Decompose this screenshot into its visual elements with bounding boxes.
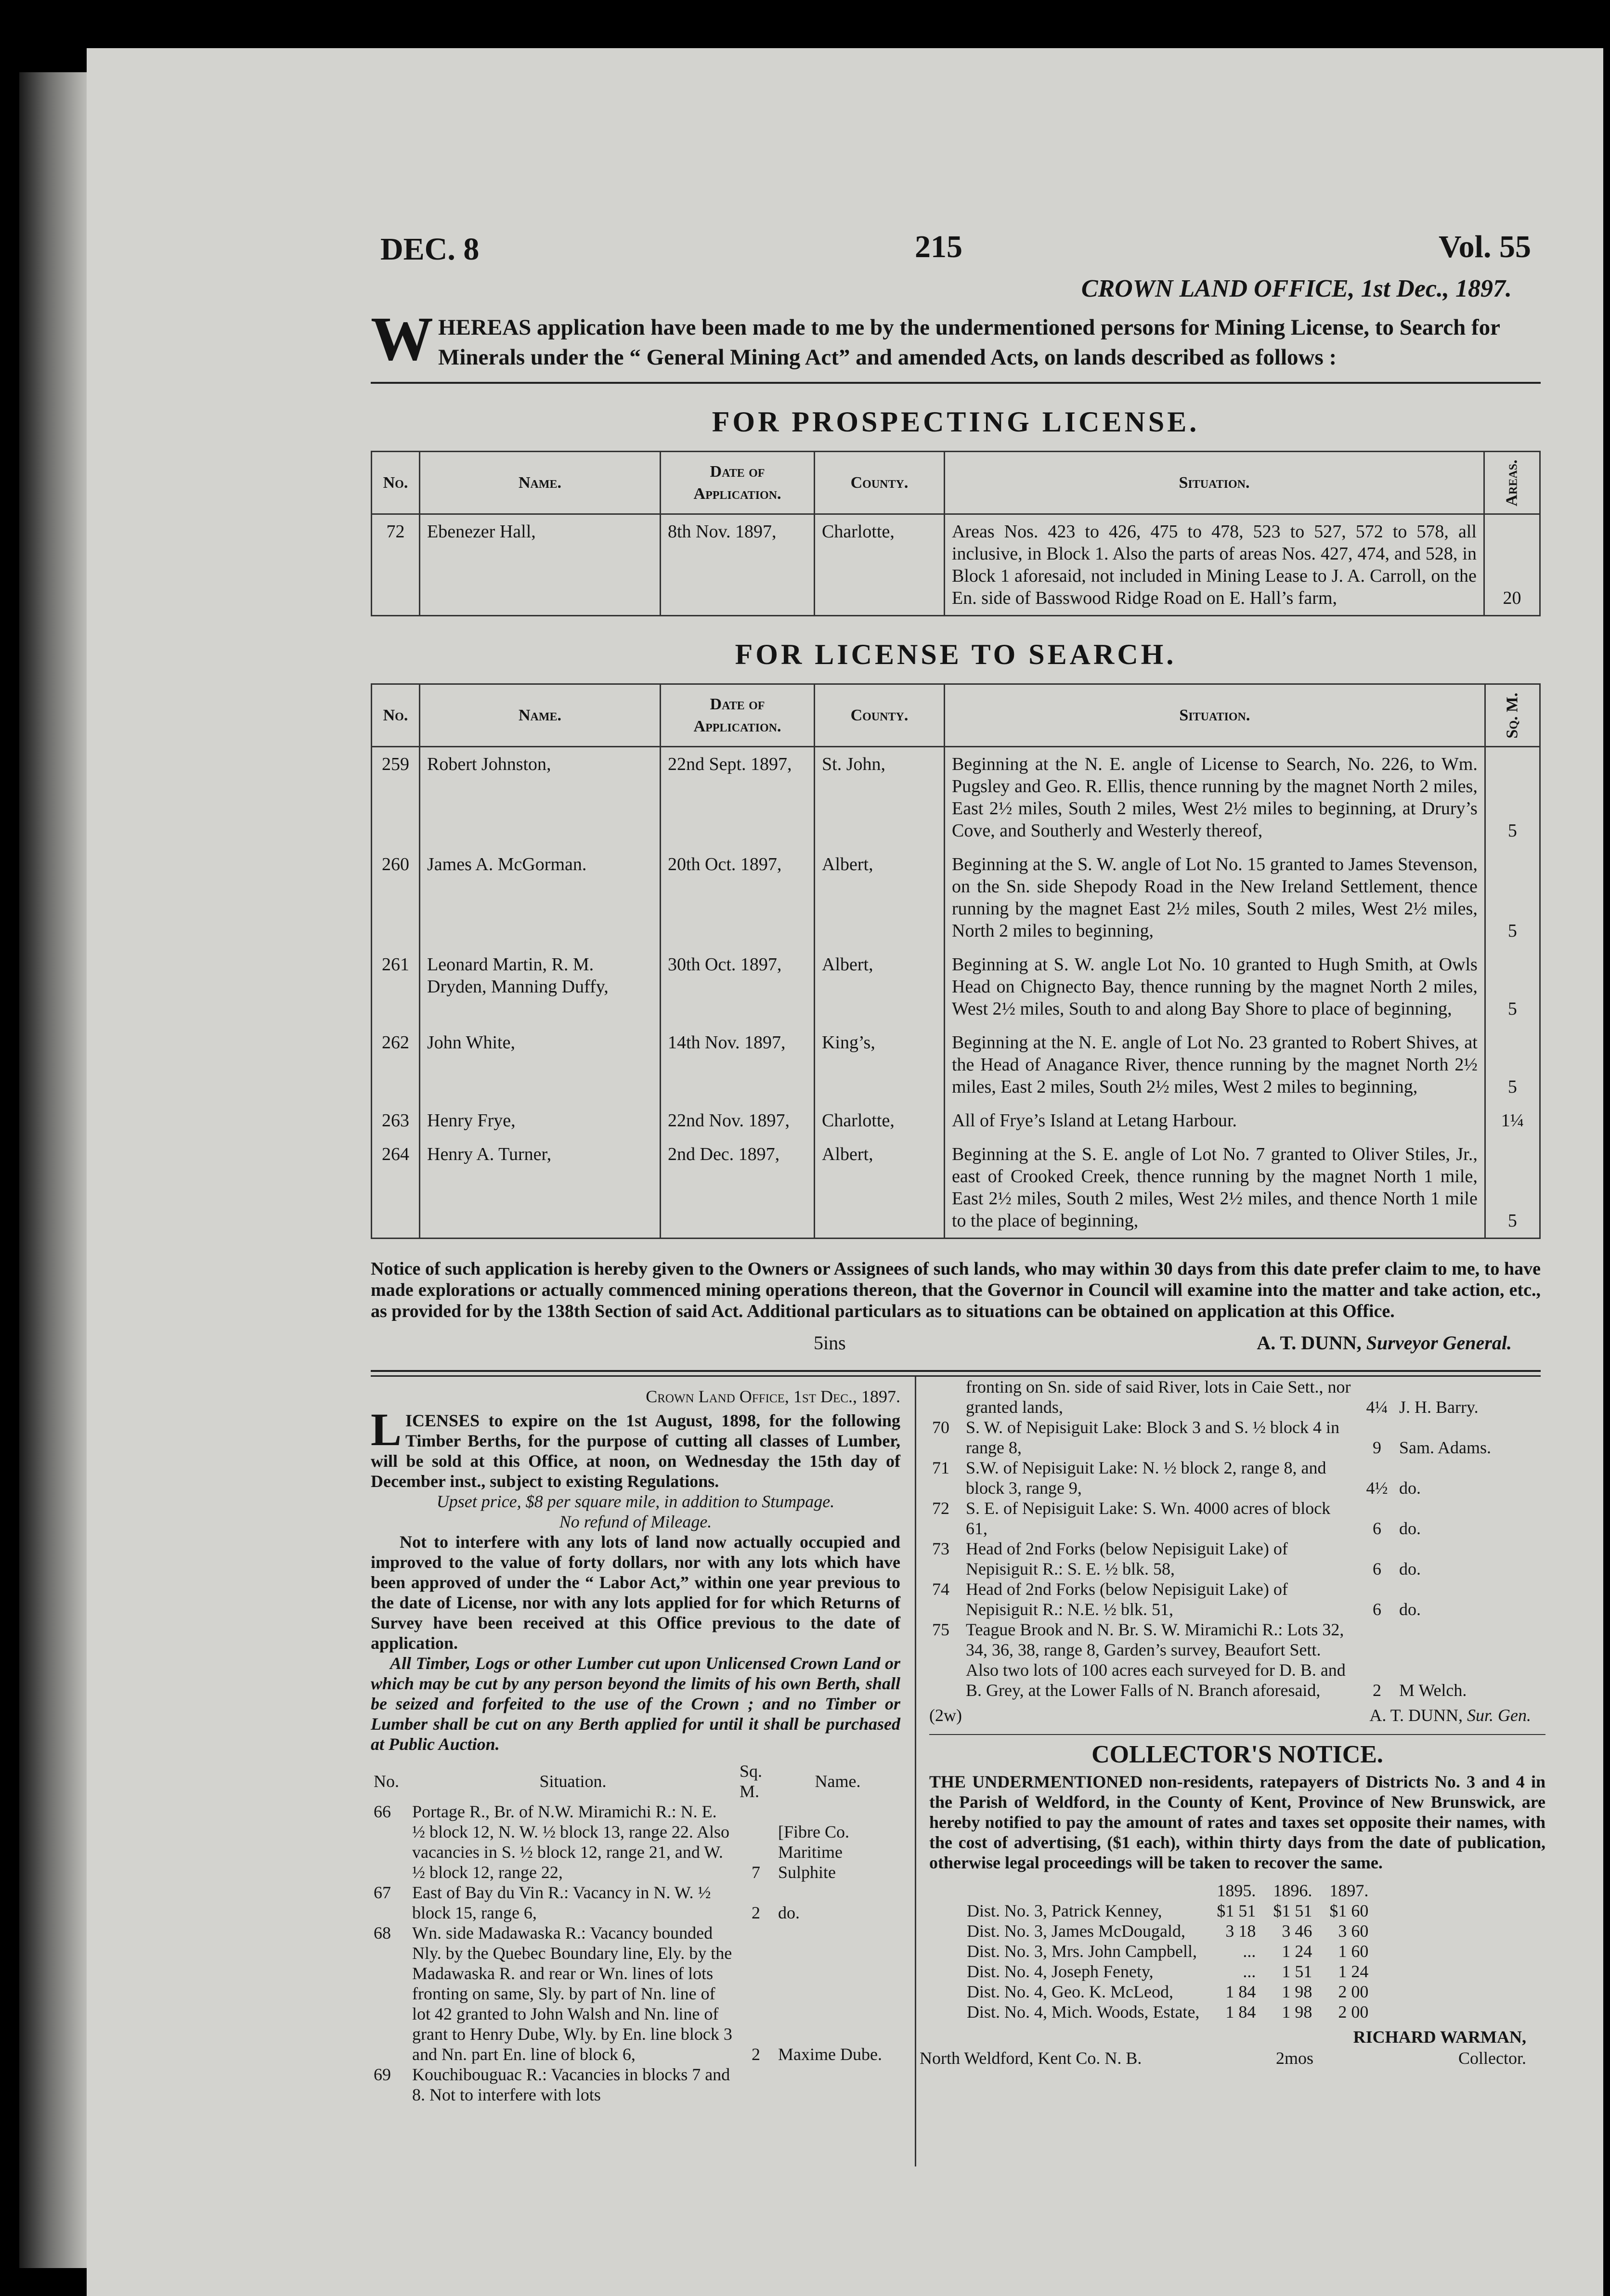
col-county: County. bbox=[815, 684, 945, 747]
berth-situation: Portage R., Br. of N.W. Miramichi R.: N. E. ½ block 12, N. W. ½ block 13, range 22. Also vacancies in S. ½ block 12, range 21, and W. ½ block 12, range 22, bbox=[412, 1802, 729, 1882]
table-row bbox=[371, 1923, 900, 2064]
signer-name: A. T. DUNN, bbox=[1369, 1706, 1463, 1725]
berth-situation: Wn. side Madawaska R.: Vacancy bounded Nly. by the Quebec Boundary line, Ely. by the Madawaska R. and rear or Wn. lines of lots fronting on same, Sly. by part of Nn. line of lot 42 granted to John Walsh and Nn. line of grant to Henry Dube, Wly. by En. line block 3 and Nn. part En. line of block 6, bbox=[412, 1923, 732, 2064]
volume-number: Vol. 55 bbox=[1439, 229, 1531, 264]
cell-sqm: 5 bbox=[1485, 1026, 1540, 1104]
cell-name: Leonard Martin, R. M. Dryden, Manning Duffy, bbox=[420, 948, 661, 1026]
col-date: Date of Application. bbox=[661, 684, 815, 747]
tax-1896: 1 24 bbox=[1282, 1942, 1312, 1961]
cell-sqm: 5 bbox=[1485, 948, 1540, 1026]
table-row bbox=[372, 1026, 1540, 1104]
whereas-paragraph bbox=[371, 304, 1541, 374]
tax-1895: $1 51 bbox=[1217, 1901, 1256, 1920]
tax-1896: $1 51 bbox=[1273, 1901, 1312, 1920]
berth-no: 67 bbox=[374, 1883, 391, 1902]
cell-date: 14th Nov. 1897, bbox=[661, 1026, 815, 1104]
table-row bbox=[372, 1104, 1540, 1137]
tax-name: Dist. No. 3, James McDougald, bbox=[967, 1921, 1185, 1941]
cell-county: Albert, bbox=[815, 1137, 945, 1239]
collector-title-text: Collector. bbox=[1458, 2048, 1526, 2068]
collector-place: North Weldford, Kent Co. N. B. bbox=[920, 2048, 1142, 2068]
licenses-signature bbox=[1369, 1705, 1531, 1725]
insertion-mark: (2w) bbox=[929, 1706, 962, 1725]
berth-col-name: Name. bbox=[815, 1772, 861, 1791]
col-situation: Situation. bbox=[945, 452, 1484, 514]
berth-name: [Fibre Co. Maritime Sulphite bbox=[778, 1822, 849, 1882]
berth-no bbox=[929, 1377, 963, 1417]
cell-date: 22nd Nov. 1897, bbox=[661, 1104, 815, 1137]
tax-name: Dist. No. 3, Mrs. John Campbell, bbox=[967, 1942, 1197, 1961]
two-column-section bbox=[371, 1377, 1545, 2244]
cell-name: Robert Johnston, bbox=[420, 747, 661, 848]
cell-date: 8th Nov. 1897, bbox=[661, 514, 815, 616]
cell-county: Albert, bbox=[815, 848, 945, 948]
tax-1896: 1 51 bbox=[1282, 1962, 1312, 1981]
search-title: FOR LICENSE TO SEARCH. bbox=[735, 639, 1177, 670]
table-row bbox=[372, 747, 1540, 848]
cell-date: 20th Oct. 1897, bbox=[661, 848, 815, 948]
issue-date: DEC. 8 bbox=[380, 232, 480, 267]
tax-1895: ... bbox=[1243, 1942, 1256, 1961]
signer-title: Surveyor General. bbox=[1366, 1332, 1512, 1354]
table-row bbox=[929, 1579, 1545, 1619]
col-no: No. bbox=[372, 684, 420, 747]
tax-1895: ... bbox=[1243, 1962, 1256, 1981]
berth-name: M Welch. bbox=[1399, 1681, 1467, 1700]
page-content bbox=[371, 183, 1545, 2244]
tax-col-1895: 1895. bbox=[1217, 1881, 1256, 1900]
berth-situation: fronting on Sn. side of said River, lots in Caie Sett., nor granted lands, bbox=[966, 1377, 1351, 1417]
cell-name: Henry Frye, bbox=[420, 1104, 661, 1137]
tax-1897: 1 24 bbox=[1338, 1962, 1369, 1981]
berth-name bbox=[775, 2064, 900, 2105]
page-header bbox=[371, 183, 1541, 267]
cell-date: 2nd Dec. 1897, bbox=[661, 1137, 815, 1239]
berth-name: do. bbox=[1399, 1478, 1421, 1498]
berth-no: 73 bbox=[932, 1539, 949, 1558]
double-rule bbox=[371, 1370, 1541, 1377]
tax-name: Dist. No. 4, Mich. Woods, Estate, bbox=[967, 2002, 1200, 2022]
berth-sqm: 6 bbox=[1373, 1600, 1381, 1619]
timber-warning: All Timber, Logs or other Lumber cut upon Unlicensed Crown Land or which may be cut by any person beyond the limits of his own Berth, shall be seized and forfeited to the use of the Crown ; and no Timber or Lumber shall be cut on any Berth applied for until it shall be purchased at Public Auction. bbox=[371, 1654, 900, 1754]
upset-price: Upset price, $8 per square mile, in addition to Stumpage. bbox=[436, 1492, 835, 1511]
insertion-mark: 5ins bbox=[814, 1332, 846, 1354]
berth-name: J. H. Barry. bbox=[1399, 1397, 1479, 1417]
cell-no: 259 bbox=[372, 747, 420, 848]
table-row bbox=[372, 948, 1540, 1026]
berth-sqm: 7 bbox=[752, 1863, 760, 1882]
berth-no: 70 bbox=[932, 1418, 949, 1437]
table-row bbox=[958, 1941, 1377, 1961]
cell-sqm: 1¼ bbox=[1485, 1104, 1540, 1137]
tax-1895: 3 18 bbox=[1225, 1921, 1256, 1941]
tax-1897: 1 60 bbox=[1338, 1942, 1369, 1961]
berth-sqm: 2 bbox=[1373, 1681, 1381, 1700]
cell-situation: Beginning at the N. E. angle of License to Search, No. 226, to Wm. Pugsley and Geo. R. Ellis, thence running by the magnet North 2 miles, East 2½ miles, South 2 miles, West 2½ miles to beginning, at Drury’s Cove, and Southerly and Westerly thereof, bbox=[945, 747, 1485, 848]
cell-county: Charlotte, bbox=[815, 1104, 945, 1137]
collector-name: RICHARD WARMAN, bbox=[1353, 2027, 1526, 2047]
table-row bbox=[958, 1921, 1377, 1941]
berth-situation: S. E. of Nepisiguit Lake: S. Wn. 4000 acres of block 61, bbox=[966, 1499, 1331, 1538]
col-areas: Areas. bbox=[1484, 452, 1540, 514]
cell-sqm: 5 bbox=[1485, 747, 1540, 848]
cell-situation: Areas Nos. 423 to 426, 475 to 478, 523 to 527, 572 to 578, all inclusive, in Block 1. Also the parts of areas Nos. 427, 474, and 528, in Block 1 aforesaid, not included in Mining Lease to J. A. Carroll, on the En. side of Basswood Ridge Road on E. Hall’s farm, bbox=[945, 514, 1484, 616]
notice-signature bbox=[1257, 1331, 1512, 1354]
berth-situation: Kouchibouguac R.: Vacancies in blocks 7 and 8. Not to interfere with lots bbox=[412, 2065, 730, 2104]
cell-name: John White, bbox=[420, 1026, 661, 1104]
tax-col-name bbox=[958, 1880, 1208, 1901]
table-row bbox=[372, 514, 1540, 616]
cell-date: 30th Oct. 1897, bbox=[661, 948, 815, 1026]
berth-name: do. bbox=[1399, 1600, 1421, 1619]
cell-situation: Beginning at the N. E. angle of Lot No. 23 granted to Robert Shives, at the Head of Anagance River, thence running by the magnet North 2½ miles, East 2 miles, South 2½ miles, West 2 miles to beginning, bbox=[945, 1026, 1485, 1104]
table-row bbox=[958, 1982, 1377, 2002]
berth-name: do. bbox=[1399, 1519, 1421, 1538]
berth-col-sqm: Sq. M. bbox=[740, 1761, 763, 1801]
col-date: Date of Application. bbox=[661, 452, 815, 514]
cell-name: James A. McGorman. bbox=[420, 848, 661, 948]
cell-situation: Beginning at S. W. angle Lot No. 10 granted to Hugh Smith, at Owls Head on Chignecto Bay, thence running by the magnet North 2 miles, West 2½ miles, South to and along Bay Shore to place of beginning, bbox=[945, 948, 1485, 1026]
page-number: 215 bbox=[915, 229, 962, 264]
berth-sqm: 2 bbox=[752, 1903, 760, 1922]
table-row bbox=[958, 1961, 1377, 1982]
col-name: Name. bbox=[420, 684, 661, 747]
berth-no: 69 bbox=[374, 2065, 391, 2084]
table-row bbox=[929, 1458, 1545, 1498]
col-name: Name. bbox=[420, 452, 661, 514]
tax-1896: 1 98 bbox=[1282, 2002, 1312, 2022]
col-sqm: Sq. M. bbox=[1485, 684, 1540, 747]
cell-no: 260 bbox=[372, 848, 420, 948]
berth-situation: Head of 2nd Forks (below Nepisiguit Lake) of Nepisiguit R.: N.E. ½ blk. 51, bbox=[966, 1579, 1288, 1619]
berth-sqm bbox=[737, 2064, 775, 2105]
berth-col-situation: Situation. bbox=[539, 1772, 607, 1791]
cell-county: King’s, bbox=[815, 1026, 945, 1104]
cell-county: Albert, bbox=[815, 948, 945, 1026]
page-edge-shadow bbox=[19, 72, 91, 2268]
tax-col-1896: 1896. bbox=[1273, 1881, 1312, 1900]
prospecting-title: FOR PROSPECTING LICENSE. bbox=[712, 406, 1200, 438]
table-row bbox=[371, 2064, 900, 2105]
tax-1897: 3 60 bbox=[1338, 1921, 1369, 1941]
cell-county: St. John, bbox=[815, 747, 945, 848]
tax-1897: 2 00 bbox=[1338, 2002, 1369, 2022]
berth-sqm: 6 bbox=[1373, 1519, 1381, 1538]
tax-1896: 1 98 bbox=[1282, 1982, 1312, 2001]
cell-sqm: 5 bbox=[1485, 848, 1540, 948]
timber-licenses-column bbox=[371, 1377, 900, 2105]
tax-1895: 1 84 bbox=[1225, 2002, 1256, 2022]
collector-text: THE UNDERMENTIONED non-residents, ratepayers of Districts No. 3 and 4 in the Parish of Weldford, in the County of Kent, Province of New Brunswick, are hereby notified to pay the amount of rates and taxes set opposite their names, with the cost of advertising, ($1 each), within thirty days from the date of publication, otherwise legal proceedings will be taken to recover the same. bbox=[929, 1772, 1545, 1872]
cell-county: Charlotte, bbox=[815, 514, 945, 616]
gazette-page bbox=[87, 48, 1603, 2296]
table-row bbox=[372, 848, 1540, 948]
table-row bbox=[929, 1377, 1545, 1417]
collector-signature bbox=[920, 2027, 1545, 2080]
cell-area: 20 bbox=[1484, 514, 1540, 616]
berth-sqm: 9 bbox=[1373, 1438, 1381, 1457]
right-column bbox=[920, 1377, 1545, 2080]
column-divider bbox=[915, 1377, 916, 2166]
table-row bbox=[929, 1539, 1545, 1579]
whereas-dropcap: W bbox=[371, 304, 433, 374]
tax-col-1897: 1897. bbox=[1329, 1881, 1369, 1900]
col-county: County. bbox=[815, 452, 945, 514]
tax-1896: 3 46 bbox=[1282, 1921, 1312, 1941]
table-row bbox=[371, 1801, 900, 1882]
berth-sqm: 2 bbox=[752, 2045, 760, 2064]
berth-name: Maxime Dube. bbox=[778, 2045, 882, 2064]
collector-title: COLLECTOR'S NOTICE. bbox=[1091, 1741, 1383, 1768]
cell-situation: Beginning at the S. W. angle of Lot No. 15 granted to James Stevenson, on the Sn. side Shepody Road in the New Ireland Settlement, thence running by the magnet East 2½ miles, South 2 miles, West 2½ miles, North 2 miles to beginning, bbox=[945, 848, 1485, 948]
tax-name: Dist. No. 4, Geo. K. McLeod, bbox=[967, 1982, 1173, 2001]
berth-col-no: No. bbox=[374, 1772, 399, 1791]
column-rule bbox=[929, 1734, 1545, 1735]
berth-no: 68 bbox=[374, 1923, 391, 1943]
interference-paragraph: Not to interfere with any lots of land now actually occupied and improved to the value of forty dollars, nor with any lots which have been approved of under the “ Labor Act,” within one year previous to the date of License, nor with any lots applied for for which Returns of Survey have been received at this Office previous to the date of application. bbox=[371, 1532, 900, 1653]
berth-situation: Head of 2nd Forks (below Nepisiguit Lake) of Nepisiguit R.: S. E. ½ blk. 58, bbox=[966, 1539, 1288, 1578]
table-row bbox=[372, 1137, 1540, 1239]
berth-no: 72 bbox=[932, 1499, 949, 1518]
berths-table-right bbox=[929, 1377, 1545, 1700]
col-no: No. bbox=[372, 452, 420, 514]
berth-situation: S.W. of Nepisiguit Lake: N. ½ block 2, range 8, and block 3, range 9, bbox=[966, 1458, 1326, 1498]
tax-1897: $1 60 bbox=[1329, 1901, 1369, 1920]
licenses-dropcap: L bbox=[371, 1404, 402, 1455]
tax-table bbox=[958, 1880, 1377, 2022]
cell-no: 72 bbox=[372, 514, 420, 616]
berth-sqm: 4¼ bbox=[1366, 1397, 1388, 1417]
notice-signature-line bbox=[371, 1327, 1541, 1360]
cell-name: Ebenezer Hall, bbox=[420, 514, 661, 616]
berths-table-left bbox=[371, 1761, 900, 2105]
cell-no: 264 bbox=[372, 1137, 420, 1239]
berth-name: Sam. Adams. bbox=[1399, 1438, 1492, 1457]
cell-date: 22nd Sept. 1897, bbox=[661, 747, 815, 848]
licenses-dateline: Crown Land Office, 1st Dec., 1897. bbox=[646, 1387, 900, 1406]
table-row bbox=[958, 1901, 1377, 1921]
table-row bbox=[929, 1417, 1545, 1458]
cell-situation: Beginning at the S. E. angle of Lot No. 7 granted to Oliver Stiles, Jr., east of Crooked Creek, thence running by the magnet North 1 mile, East 2½ miles, South 2 miles, West 2½ miles, and thence North 1 mile to the place of beginning, bbox=[945, 1137, 1485, 1239]
office-dateline: CROWN LAND OFFICE, 1st Dec., 1897. bbox=[1081, 275, 1512, 302]
licenses-signature-line bbox=[929, 1705, 1545, 1734]
berth-no: 71 bbox=[932, 1458, 949, 1477]
tax-name: Dist. No. 3, Patrick Kenney, bbox=[967, 1901, 1162, 1920]
refund-note: No refund of Mileage. bbox=[559, 1512, 712, 1531]
signer-title: Sur. Gen. bbox=[1467, 1706, 1531, 1725]
table-row bbox=[929, 1498, 1545, 1539]
berth-no: 75 bbox=[932, 1620, 949, 1639]
prospecting-table bbox=[371, 451, 1541, 616]
cell-name: Henry A. Turner, bbox=[420, 1137, 661, 1239]
berth-name: do. bbox=[1399, 1559, 1421, 1578]
tax-1895: 1 84 bbox=[1225, 1982, 1256, 2001]
cell-no: 261 bbox=[372, 948, 420, 1026]
cell-no: 262 bbox=[372, 1026, 420, 1104]
licenses-intro bbox=[371, 1404, 900, 1491]
notice-paragraph: Notice of such application is hereby given to the Owners or Assignees of such lands, who may within 30 days from this date prefer claim to me, to have made explorations or actually commenced mining operations thereon, that the Governor in Council will examine into the matter and take action, etc., as provided for by the 138th Section of said Act. Additional particulars as to situations can be obtained on application at this Office. bbox=[371, 1259, 1541, 1321]
berth-situation: East of Bay du Vin R.: Vacancy in N. W. ½ block 15, range 6, bbox=[412, 1883, 711, 1922]
berth-name: do. bbox=[778, 1903, 800, 1922]
whereas-text: HEREAS application have been made to me by the undermentioned persons for Mining License, to Search for Minerals under the “ General Mining Act” and amended Acts, on lands described as follows : bbox=[438, 315, 1500, 370]
cell-no: 263 bbox=[372, 1104, 420, 1137]
berth-situation: Teague Brook and N. Br. S. W. Miramichi R.: Lots 32, 34, 36, 38, range 8, Garden’s survey, Beaufort Sett. Also two lots of 100 acres each surveyed for D. B. and B. Grey, at the Lower Falls of N. Branch aforesaid, bbox=[966, 1620, 1346, 1700]
insertion-mark: 2mos bbox=[1276, 2048, 1314, 2068]
table-row bbox=[958, 2002, 1377, 2022]
berth-sqm: 6 bbox=[1373, 1559, 1381, 1578]
berth-no: 74 bbox=[932, 1579, 949, 1599]
berth-situation: S. W. of Nepisiguit Lake: Block 3 and S. ½ block 4 in range 8, bbox=[966, 1418, 1339, 1457]
table-row bbox=[371, 1882, 900, 1923]
col-situation: Situation. bbox=[945, 684, 1485, 747]
cell-situation: All of Frye’s Island at Letang Harbour. bbox=[945, 1104, 1485, 1137]
search-table bbox=[371, 683, 1541, 1239]
table-row bbox=[929, 1619, 1545, 1700]
licenses-intro-text: ICENSES to expire on the 1st August, 1898, for the following Timber Berths, for the purpose of cutting all classes of Lumber, will be sold at this Office, at noon, on Wednesday the 15th day of December inst., subject to existing Regulations. bbox=[371, 1411, 900, 1491]
tax-name: Dist. No. 4, Joseph Fenety, bbox=[967, 1962, 1154, 1981]
section-rule bbox=[371, 382, 1541, 384]
tax-1897: 2 00 bbox=[1338, 1982, 1369, 2001]
cell-sqm: 5 bbox=[1485, 1137, 1540, 1239]
berth-no: 66 bbox=[374, 1802, 391, 1821]
berth-sqm: 4½ bbox=[1366, 1478, 1388, 1498]
signer-name: A. T. DUNN, bbox=[1257, 1332, 1362, 1354]
